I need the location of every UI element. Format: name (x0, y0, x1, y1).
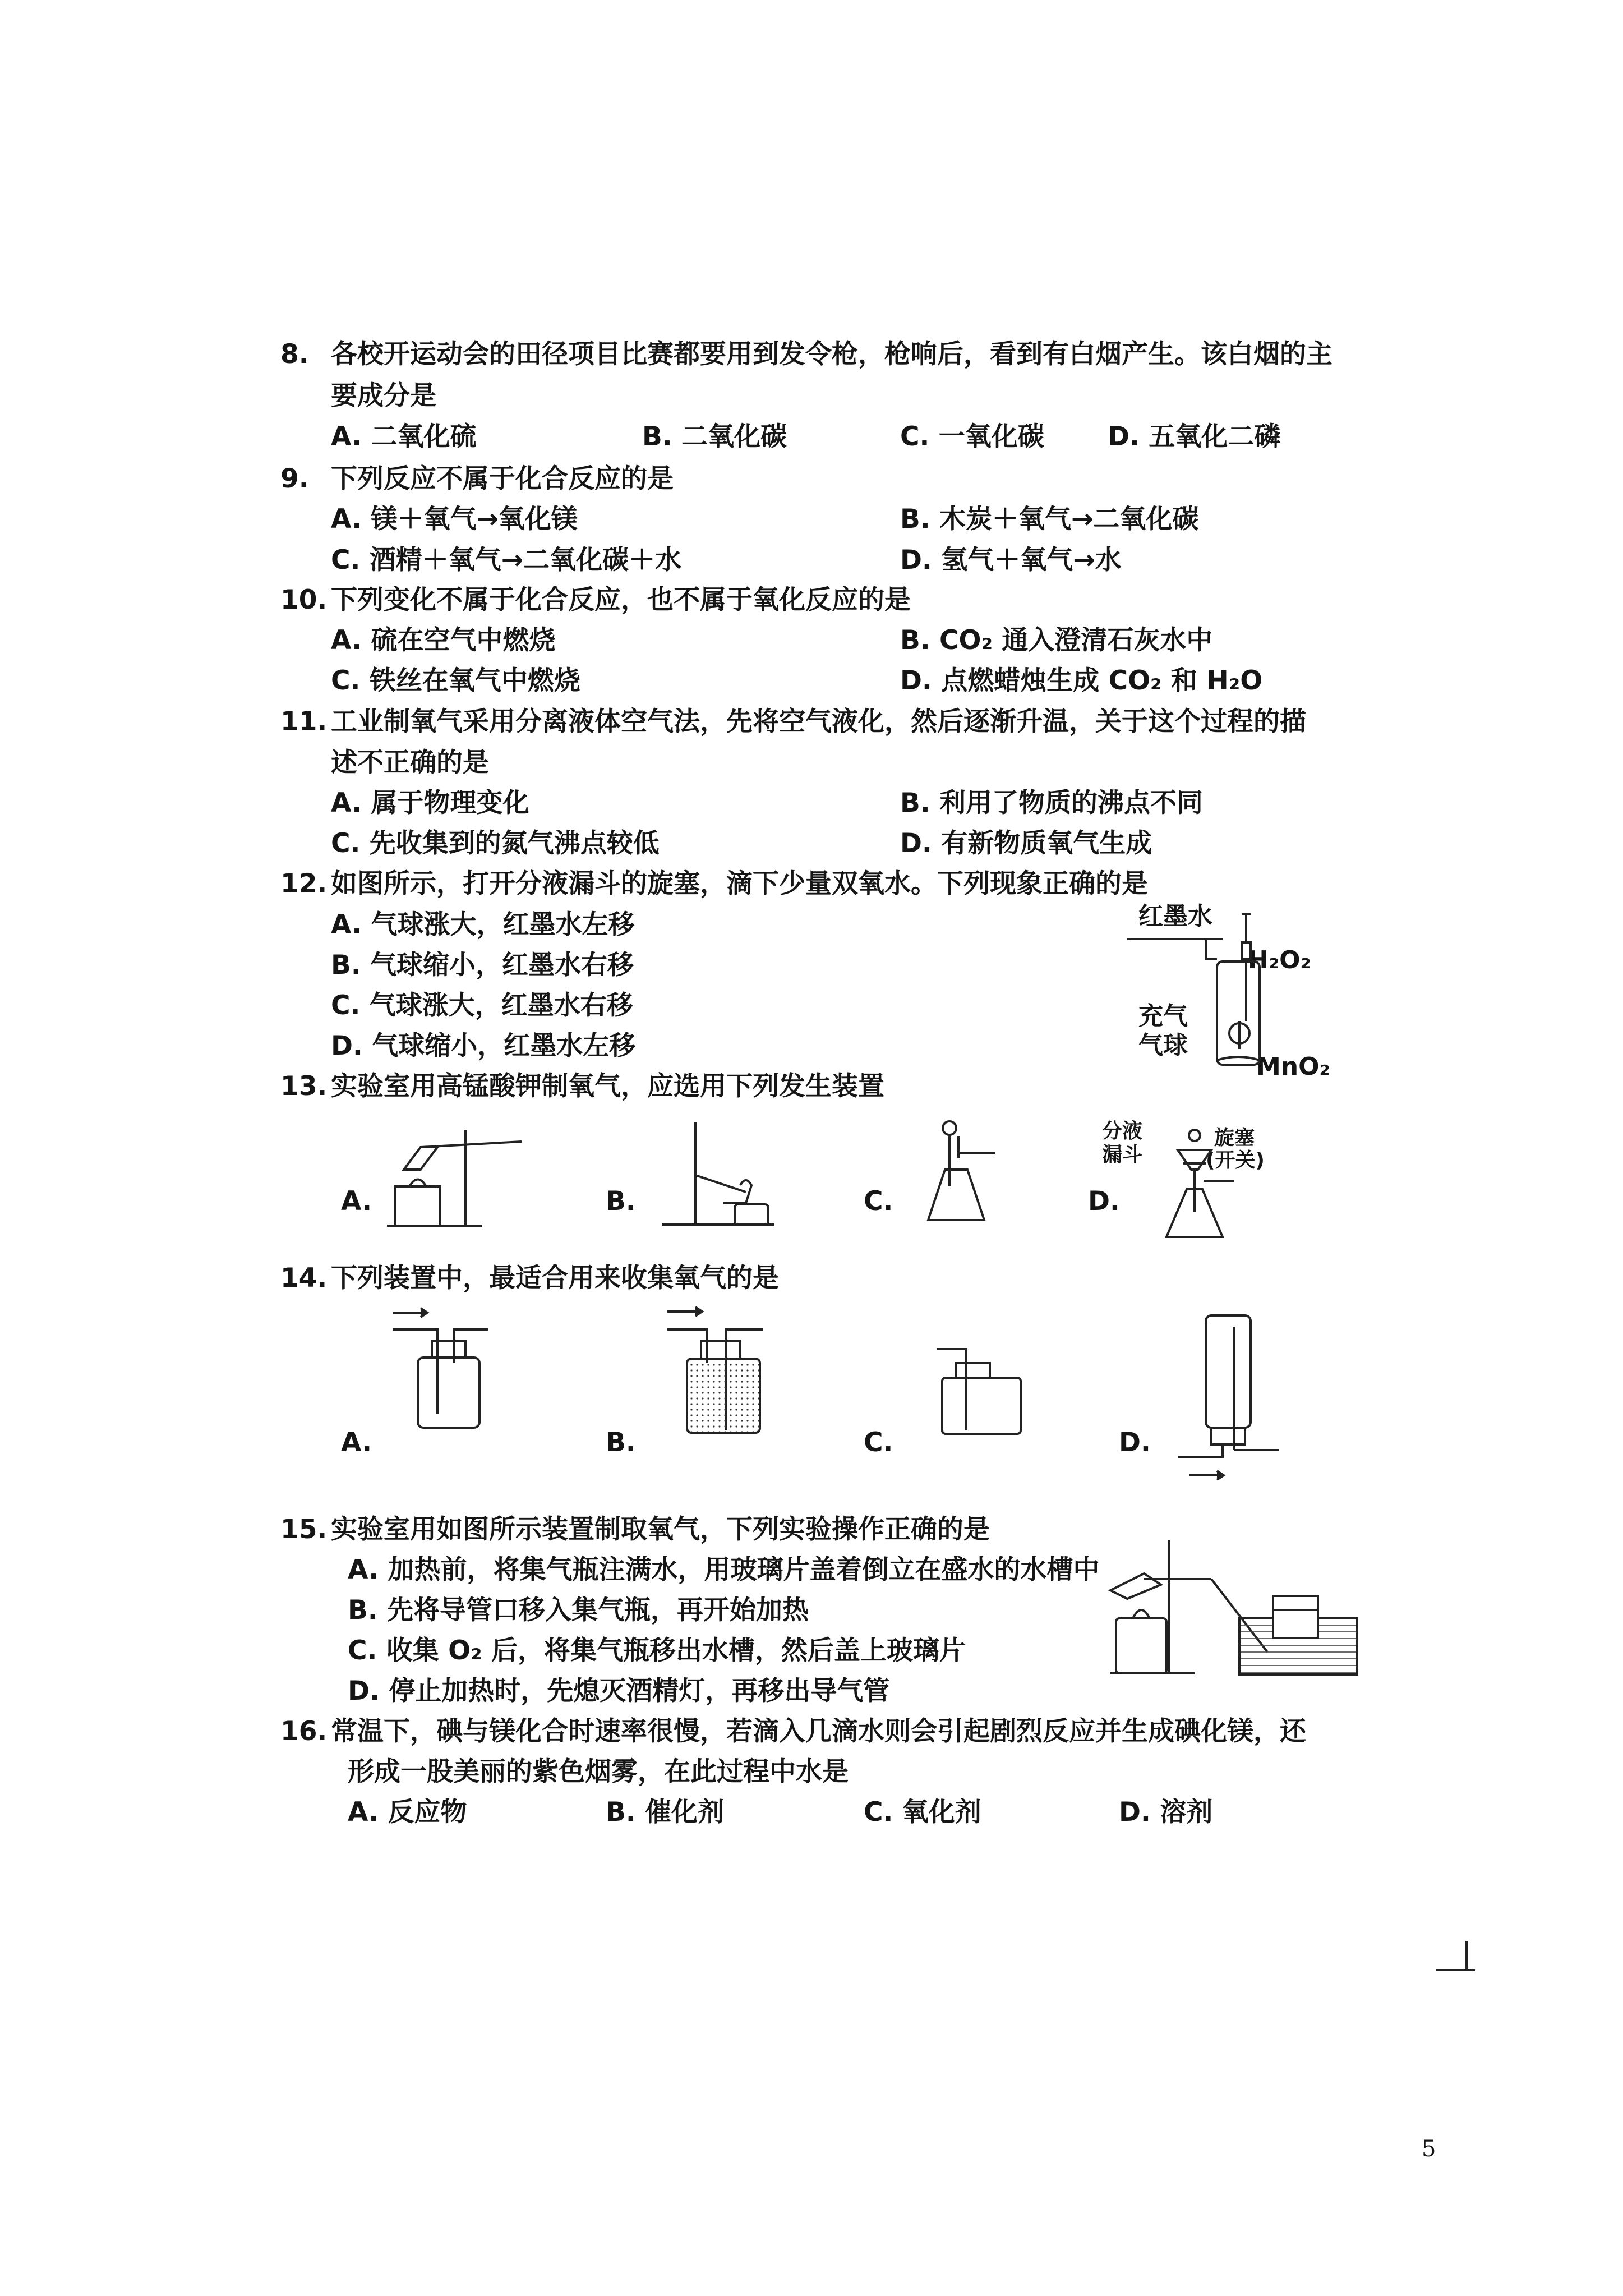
question-12-option-d: D. 气球缩小，红墨水左移 (331, 1030, 636, 1061)
question-14-stem: 14. 下列装置中，最适合用来收集氧气的是 (280, 1263, 779, 1294)
q13-label-switch: (开关) (1206, 1149, 1265, 1172)
question-15-option-d: D. 停止加热时，先熄灭酒精灯，再移出导气管 (348, 1676, 890, 1706)
question-11-option-c: C. 先收集到的氮气沸点较低 (331, 828, 660, 859)
question-16-option-c: C. 氧化剂 (864, 1797, 981, 1828)
q13-option-a: A. (341, 1186, 372, 1217)
question-12-option-a: A. 气球涨大，红墨水左移 (331, 909, 635, 940)
crop-mark (1436, 1941, 1481, 1980)
question-11-stem-line2: 述不正确的是 (331, 747, 489, 778)
q12-label-balloon: 气球 (1138, 1031, 1188, 1060)
q14-option-b: B. (606, 1427, 636, 1458)
q14-option-d: D. (1119, 1427, 1151, 1458)
question-15-option-c: C. 收集 O₂ 后，将集气瓶移出水槽，然后盖上玻璃片 (348, 1635, 966, 1666)
question-9-option-d: D. 氢气＋氧气→水 (900, 545, 1122, 576)
question-9-option-c: C. 酒精＋氧气→二氧化碳＋水 (331, 545, 682, 576)
question-16-option-a: A. 反应物 (348, 1797, 467, 1828)
question-10-option-a: A. 硫在空气中燃烧 (331, 625, 556, 656)
question-16-stem-line2: 形成一股美丽的紫色烟雾，在此过程中水是 (348, 1756, 849, 1787)
q13-apparatus-a (387, 1125, 522, 1228)
q13-label-funnel-1: 分液 (1102, 1120, 1143, 1143)
question-10-option-d: D. 点燃蜡烛生成 CO₂ 和 H₂O (900, 665, 1263, 696)
question-8-stem-line2: 要成分是 (331, 380, 436, 411)
question-8-stem: 8. 各校开运动会的田径项目比赛都要用到发令枪，枪响后，看到有白烟产生。该白烟的主 (280, 339, 1332, 370)
q14-apparatus-d (1172, 1310, 1284, 1478)
question-8-option-a: A. 二氧化硫 (331, 421, 477, 452)
question-15-option-a: A. 加热前，将集气瓶注满水，用玻璃片盖着倒立在盛水的水槽中 (348, 1554, 1100, 1585)
q14-apparatus-a (387, 1301, 510, 1430)
question-15-stem: 15. 实验室用如图所示装置制取氧气，下列实验操作正确的是 (280, 1514, 990, 1545)
question-10-option-c: C. 铁丝在氧气中燃烧 (331, 665, 580, 696)
question-11-option-d: D. 有新物质氧气生成 (900, 828, 1152, 859)
q13-option-d: D. (1088, 1186, 1120, 1217)
q13-apparatus-c (923, 1119, 1001, 1226)
question-13-stem: 13. 实验室用高锰酸钾制氧气，应选用下列发生装置 (280, 1071, 884, 1102)
q13-apparatus-b (662, 1119, 774, 1228)
question-16-option-b: B. 催化剂 (606, 1797, 725, 1828)
q13-label-funnel-2: 漏斗 (1102, 1143, 1143, 1166)
question-12-option-c: C. 气球涨大，红墨水右移 (331, 990, 633, 1021)
page-number: 5 (1422, 2136, 1436, 2162)
q15-apparatus-figure (1099, 1534, 1368, 1677)
q13-option-c: C. (864, 1186, 893, 1217)
q14-apparatus-b (662, 1301, 785, 1436)
q13-apparatus-d (1150, 1128, 1239, 1240)
q12-label-mno2: MnO₂ (1256, 1052, 1330, 1081)
q13-label-stopcock: 旋塞 (1214, 1126, 1255, 1149)
question-12-option-b: B. 气球缩小，红墨水右移 (331, 950, 634, 981)
q14-option-a: A. (341, 1427, 372, 1458)
question-8-option-c: C. 一氧化碳 (900, 421, 1044, 452)
question-8-option-b: B. 二氧化碳 (642, 421, 787, 452)
q13-option-b: B. (606, 1186, 636, 1217)
question-16-option-d: D. 溶剂 (1119, 1797, 1213, 1828)
question-8-option-d: D. 五氧化二磷 (1108, 421, 1281, 452)
q14-apparatus-c (934, 1338, 1029, 1436)
question-10-option-b: B. CO₂ 通入澄清石灰水中 (900, 625, 1213, 656)
question-15-option-b: B. 先将导管口移入集气瓶，再开始加热 (348, 1595, 809, 1626)
q12-label-red-ink: 红墨水 (1138, 902, 1212, 931)
q12-apparatus-figure (1122, 903, 1267, 1083)
question-10-stem: 10. 下列变化不属于化合反应，也不属于氧化反应的是 (280, 585, 911, 615)
question-11-option-a: A. 属于物理变化 (331, 788, 529, 818)
q12-label-inflated: 充气 (1138, 1002, 1188, 1030)
question-9-option-b: B. 木炭＋氧气→二氧化碳 (900, 504, 1199, 535)
question-12-stem: 12. 如图所示，打开分液漏斗的旋塞，滴下少量双氧水。下列现象正确的是 (280, 868, 1148, 899)
question-11-option-b: B. 利用了物质的沸点不同 (900, 788, 1204, 818)
question-16-stem: 16. 常温下，碘与镁化合时速率很慢，若滴入几滴水则会引起剧烈反应并生成碘化镁，还 (280, 1716, 1306, 1747)
question-11-stem: 11. 工业制氧气采用分离液体空气法，先将空气液化，然后逐渐升温，关于这个过程的描 (280, 706, 1306, 737)
question-9-stem: 9. 下列反应不属于化合反应的是 (280, 463, 674, 494)
question-9-option-a: A. 镁＋氧气→氧化镁 (331, 504, 578, 535)
q14-option-c: C. (864, 1427, 893, 1458)
q12-label-h2o2: H₂O₂ (1248, 946, 1311, 974)
